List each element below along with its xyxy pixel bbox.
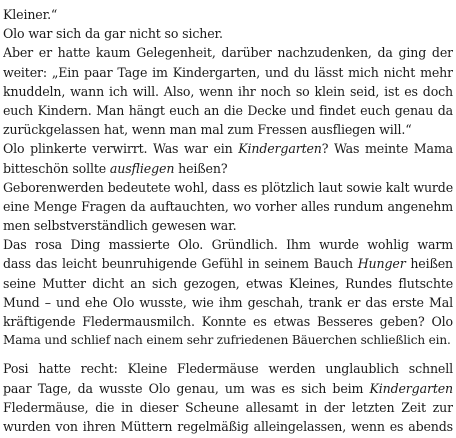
emphasized-word: Kindergarten bbox=[369, 380, 453, 396]
text-run: seine Mutter dicht an sich gezogen, etwas Kleines, Rundes flutschte bbox=[3, 275, 453, 291]
emphasized-word: Hunger bbox=[357, 256, 406, 272]
text-line bbox=[3, 159, 453, 178]
text-run: heißen? bbox=[174, 160, 228, 176]
text-run: men selbstverständlich gewesen war. bbox=[3, 218, 237, 234]
text-run: ? Was meinte Mama bbox=[321, 141, 453, 157]
text-run: wurden von ihren Müttern regelmäßig alleingelassen, wenn es abends bbox=[3, 418, 453, 434]
text-run: eine Menge Fragen da auftauchten, wo vorher alles rundum angenehm bbox=[3, 198, 453, 214]
text-line bbox=[3, 331, 453, 350]
text-line bbox=[3, 312, 453, 331]
text-run: Olo plinkerte verwirrt. Was war ein bbox=[3, 141, 239, 157]
text-line bbox=[3, 43, 453, 62]
book-page bbox=[3, 5, 453, 436]
text-line bbox=[3, 293, 453, 312]
text-line bbox=[3, 254, 453, 273]
text-run: Geborenwerden bedeutete wohl, dass es plötzlich laut sowie kalt wurde bbox=[3, 179, 453, 195]
paragraph-gap bbox=[3, 350, 453, 359]
emphasized-word: ausfliegen bbox=[109, 160, 175, 176]
emphasized-word: Kindergarten bbox=[238, 141, 322, 157]
text-line bbox=[3, 216, 453, 235]
text-line bbox=[3, 5, 453, 24]
text-line bbox=[3, 197, 453, 216]
text-run: paar Tage, da wusste Olo genau, um was es sich beim bbox=[3, 380, 370, 396]
text-run: euch Kindern. Man hängt euch an die Decke und findet euch genau da bbox=[3, 102, 453, 118]
text-run: Aber er hatte kaum Gelegenheit, darüber nachzudenken, da ging der bbox=[3, 45, 453, 61]
text-line bbox=[3, 178, 453, 197]
text-run: Das rosa Ding massierte Olo. Gründlich. Ihm wurde wohlig warm bbox=[3, 237, 453, 253]
text-run: bitteschön sollte bbox=[3, 160, 110, 176]
text-run: Fledermäuse, die in dieser Scheune allesamt in der letzten Zeit zur bbox=[3, 399, 453, 415]
text-line bbox=[3, 379, 453, 398]
text-run: Mund – und ehe Olo wusste, wie ihm geschah, trank er das erste Mal bbox=[3, 294, 453, 310]
text-line bbox=[3, 235, 453, 254]
text-line bbox=[3, 24, 453, 43]
text-line bbox=[3, 101, 453, 120]
text-run: kräftigende Fledermausmilch. Konnte es etwas Besseres geben? Olo bbox=[3, 314, 453, 329]
text-line bbox=[3, 120, 453, 139]
text-run: dass das leicht beunruhigende Gefühl in seinem Bauch bbox=[3, 256, 358, 272]
text-run: Mama und schlief nach einem sehr zufriedenen Bäuerchen schließlich ein. bbox=[3, 333, 451, 348]
text-line bbox=[3, 359, 453, 378]
text-run: weiter: „Ein paar Tage im Kindergarten, und du lässt mich nicht mehr bbox=[3, 64, 453, 80]
text-line bbox=[3, 63, 453, 82]
text-run: Kleiner.“ bbox=[3, 7, 58, 22]
text-run: Posi hatte recht: Kleine Fledermäuse werden unglaublich schnell bbox=[3, 361, 453, 377]
text-line bbox=[3, 417, 453, 436]
text-run: zurückgelassen hat, wenn man mal zum Fressen ausfliegen will.“ bbox=[3, 122, 412, 138]
text-line bbox=[3, 82, 453, 101]
text-line bbox=[3, 139, 453, 158]
text-line bbox=[3, 398, 453, 417]
text-run: heißen bbox=[410, 256, 453, 272]
text-run: Olo war sich da gar nicht so sicher. bbox=[3, 26, 223, 42]
text-run: knuddeln, wann ich will. Also, wenn ihr noch so klein seid, ist es doch bbox=[3, 83, 453, 99]
text-line bbox=[3, 274, 453, 293]
